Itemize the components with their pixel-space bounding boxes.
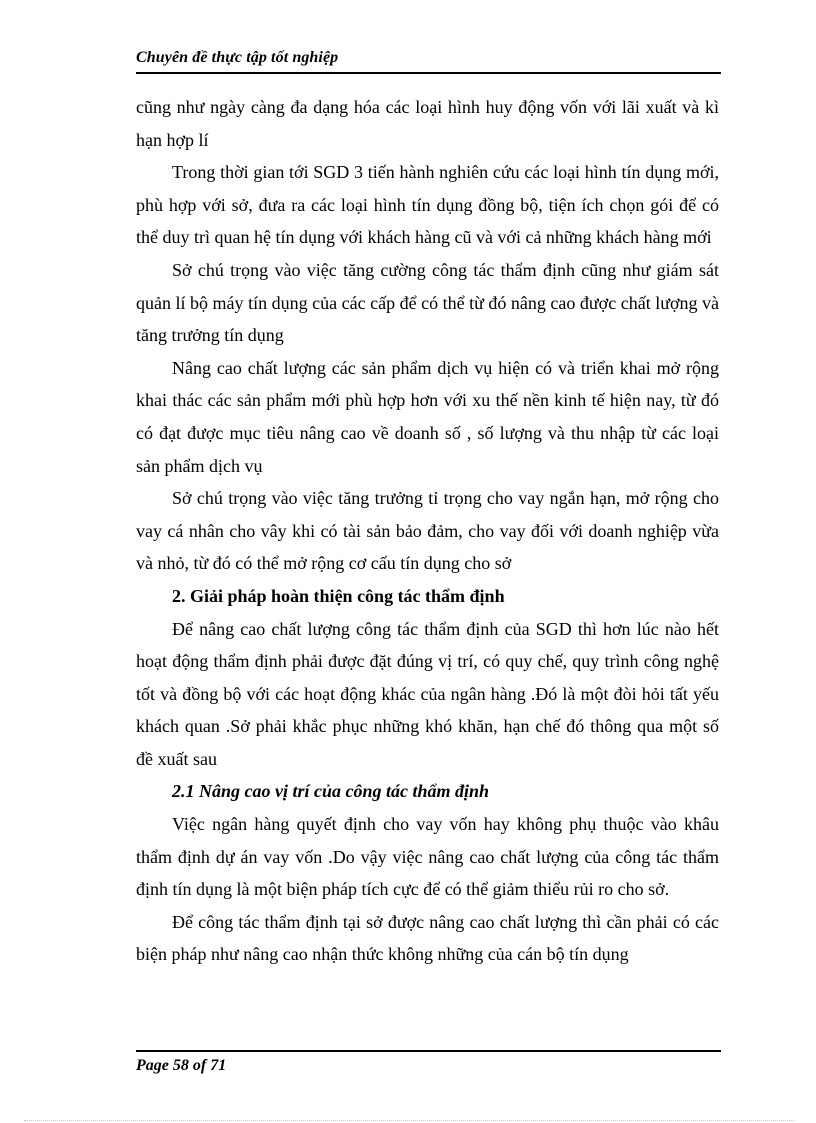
paragraph: Sở chú trọng vào việc tăng trưởng tỉ trọng cho vay ngắn hạn, mở rộng cho vay cá nhân cho vây khi có tài sản bảo đảm, cho vay đối với doanh nghiệp vừa và nhỏ, từ đó có thể mở rộng cơ cấu tín dụng cho sở <box>136 488 719 574</box>
subsection-heading: 2.1 Nâng cao vị trí của công tác thẩm định <box>172 781 490 802</box>
paragraph: Trong thời gian tới SGD 3 tiến hành nghiên cứu các loại hình tín dụng mới, phù hợp với sở, đưa ra các loại hình tín dụng đồng bộ, tiện ích chọn gói để có thể duy trì quan hệ tín dụng với khách hàng cũ và với cả những khách hàng mới <box>136 162 719 248</box>
paragraph: cũng như ngày càng đa dạng hóa các loại hình huy động vốn với lãi xuất và kì hạn hợp lí <box>136 97 719 150</box>
page-edge-divider <box>24 1120 794 1121</box>
paragraph: Sở chú trọng vào việc tăng cường công tác thẩm định cũng như giám sát quản lí bộ máy tín dụng của các cấp để có thể từ đó nâng cao được chất lượng và tăng trưởng tín dụng <box>136 259 719 346</box>
paragraph: Việc ngân hàng quyết định cho vay vốn hay không phụ thuộc vào khâu thẩm định dự án vay vốn .Do vậy việc nâng cao chất lượng của công tác thẩm định tín dụng là một biện pháp tích cực để có thể giảm thiểu rủi ro cho sở. <box>136 814 719 900</box>
paragraph: Nâng cao chất lượng các sản phẩm dịch vụ hiện có và triển khai mở rộng khai thác các sản phẩm mới phù hợp hơn với xu thế nền kinh tế hiện nay, từ đó có đạt được mục tiêu nâng cao về doanh số , số lượng và thu nhập từ các loại sản phẩm dịch vụ <box>136 357 719 476</box>
paragraph: Để công tác thẩm định tại sở được nâng cao chất lượng thì cần phải có các biện pháp như nâng cao nhận thức không những của cán bộ tín dụng <box>136 911 719 965</box>
page-footer <box>136 1050 721 1074</box>
header-title: Chuyên đề thực tập tốt nghiệp <box>136 49 339 66</box>
section-heading: 2. Giải pháp hoàn thiện công tác thẩm định <box>172 585 505 606</box>
page-header <box>136 46 721 74</box>
document-body <box>136 91 719 971</box>
page-number: Page 58 of 71 <box>136 1057 227 1074</box>
paragraph: Để nâng cao chất lượng công tác thẩm định của SGD thì hơn lúc nào hết hoạt động thẩm định phải được đặt đúng vị trí, có quy chế, quy trình công nghệ tốt và đồng bộ với các hoạt động khác của ngân hàng .Đó là một đòi hỏi tất yếu khách quan .Sở phải khắc phục những khó khăn, hạn chế đó thông qua một số đề xuất sau <box>136 618 719 769</box>
